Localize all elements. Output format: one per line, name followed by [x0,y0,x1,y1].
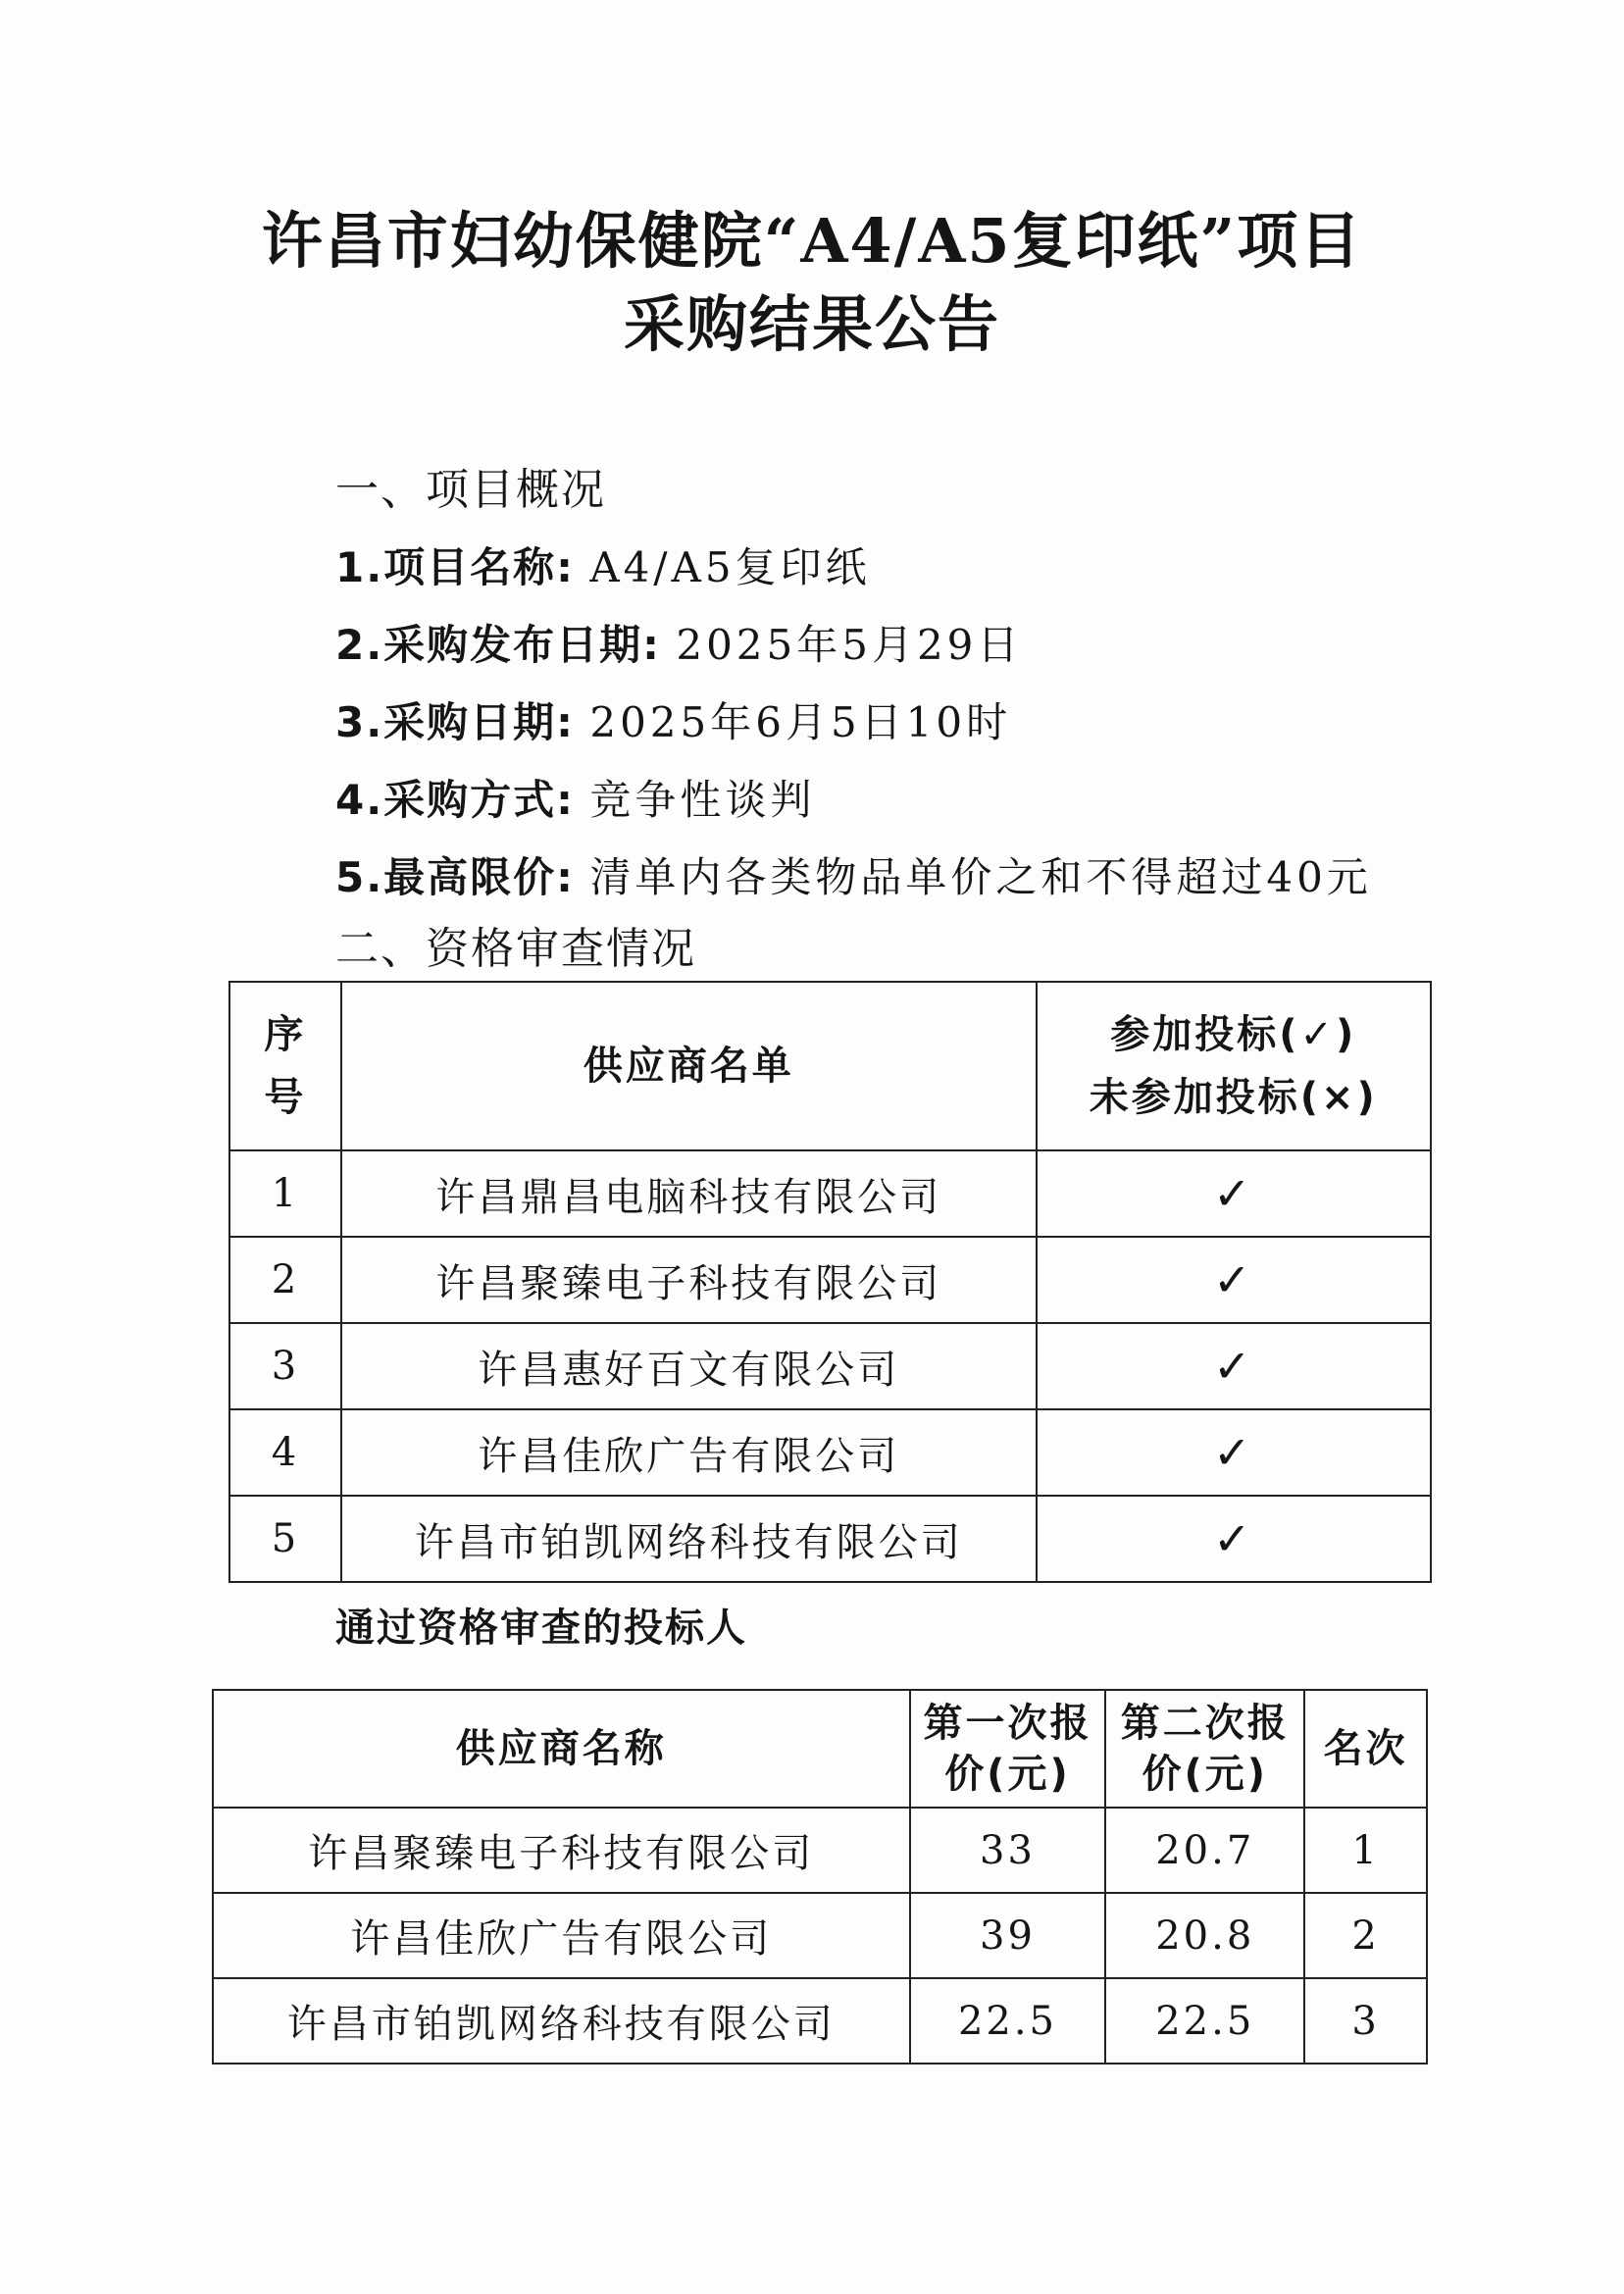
row-rank: 2 [1304,1893,1427,1978]
header-second-quote-line2: 价(元) [1142,1752,1269,1797]
check-mark-icon: ✓ [1037,1496,1431,1582]
table-row [229,1496,1431,1582]
overview-item-publish-date [335,621,1023,669]
quotation-table [212,1689,1428,2065]
section-heading-qualification: 二、资格审查情况 [335,924,696,974]
overview-label: 3.采购日期: [335,698,575,746]
header-first-quote-line1: 第一次报 [923,1701,1092,1746]
row-first-quote: 39 [910,1893,1106,1978]
row-supplier-name: 许昌佳欣广告有限公司 [213,1893,910,1978]
passed-bidders-heading: 通过资格审查的投标人 [335,1606,747,1651]
section-heading-overview: 一、项目概况 [335,465,606,515]
table-row [213,1808,1427,1893]
header-first-quote-line2: 价(元) [944,1752,1071,1797]
overview-item-project-name [335,543,871,591]
table-header-row [213,1690,1427,1808]
header-seq [229,982,341,1150]
row-second-quote: 22.5 [1105,1978,1304,2064]
document-title-line1: 许昌市妇幼保健院“A4/A5复印纸”项目 [261,205,1363,277]
row-supplier-name: 许昌市铂凯网络科技有限公司 [341,1496,1037,1582]
check-mark-icon: ✓ [1037,1323,1431,1409]
table-row [213,1893,1427,1978]
check-mark-icon: ✓ [1037,1150,1431,1237]
table-row [213,1978,1427,2064]
overview-item-max-price [335,853,1372,901]
header-participation [1037,982,1431,1150]
table-row [229,1150,1431,1237]
overview-value: 2025年6月5日10时 [589,698,1012,746]
overview-item-method [335,776,816,824]
overview-label: 2.采购发布日期: [335,621,661,669]
header-second-quote-line1: 第二次报 [1120,1701,1290,1746]
overview-label: 4.采购方式: [335,776,575,824]
row-supplier-name: 许昌聚臻电子科技有限公司 [341,1237,1037,1323]
row-first-quote: 33 [910,1808,1106,1893]
row-supplier-name: 许昌市铂凯网络科技有限公司 [213,1978,910,2064]
overview-value: A4/A5复印纸 [589,543,871,591]
header-participation-line2: 未参加投标(×) [1089,1075,1378,1120]
document-title-line2: 采购结果公告 [623,288,1000,360]
row-supplier-name: 许昌佳欣广告有限公司 [341,1409,1037,1496]
table-row [229,1323,1431,1409]
row-seq: 5 [229,1496,341,1582]
header-participation-line1: 参加投标(✓) [1110,1012,1357,1057]
row-rank: 1 [1304,1808,1427,1893]
row-seq: 2 [229,1237,341,1323]
header-second-quote [1105,1690,1304,1808]
overview-item-purchase-date [335,698,1012,746]
check-mark-icon: ✓ [1037,1237,1431,1323]
row-seq: 1 [229,1150,341,1237]
row-first-quote: 22.5 [910,1978,1106,2064]
header-supplier-name: 供应商名称 [213,1690,910,1808]
table-row [229,1237,1431,1323]
row-supplier-name: 许昌聚臻电子科技有限公司 [213,1808,910,1893]
row-second-quote: 20.8 [1105,1893,1304,1978]
overview-value: 清单内各类物品单价之和不得超过40元 [589,853,1372,901]
header-seq-line1: 序 [264,1012,307,1057]
header-supplier-list: 供应商名单 [341,982,1037,1150]
header-first-quote [910,1690,1106,1808]
overview-label: 1.项目名称: [335,543,575,591]
row-rank: 3 [1304,1978,1427,2064]
row-second-quote: 20.7 [1105,1808,1304,1893]
overview-value: 竞争性谈判 [589,776,816,824]
header-rank: 名次 [1304,1690,1427,1808]
qualification-table [228,981,1432,1583]
overview-value: 2025年5月29日 [676,621,1023,669]
header-seq-line2: 号 [264,1075,307,1120]
table-row [229,1409,1431,1496]
table-header-row [229,982,1431,1150]
overview-label: 5.最高限价: [335,853,575,901]
row-supplier-name: 许昌鼎昌电脑科技有限公司 [341,1150,1037,1237]
row-supplier-name: 许昌惠好百文有限公司 [341,1323,1037,1409]
check-mark-icon: ✓ [1037,1409,1431,1496]
row-seq: 4 [229,1409,341,1496]
row-seq: 3 [229,1323,341,1409]
